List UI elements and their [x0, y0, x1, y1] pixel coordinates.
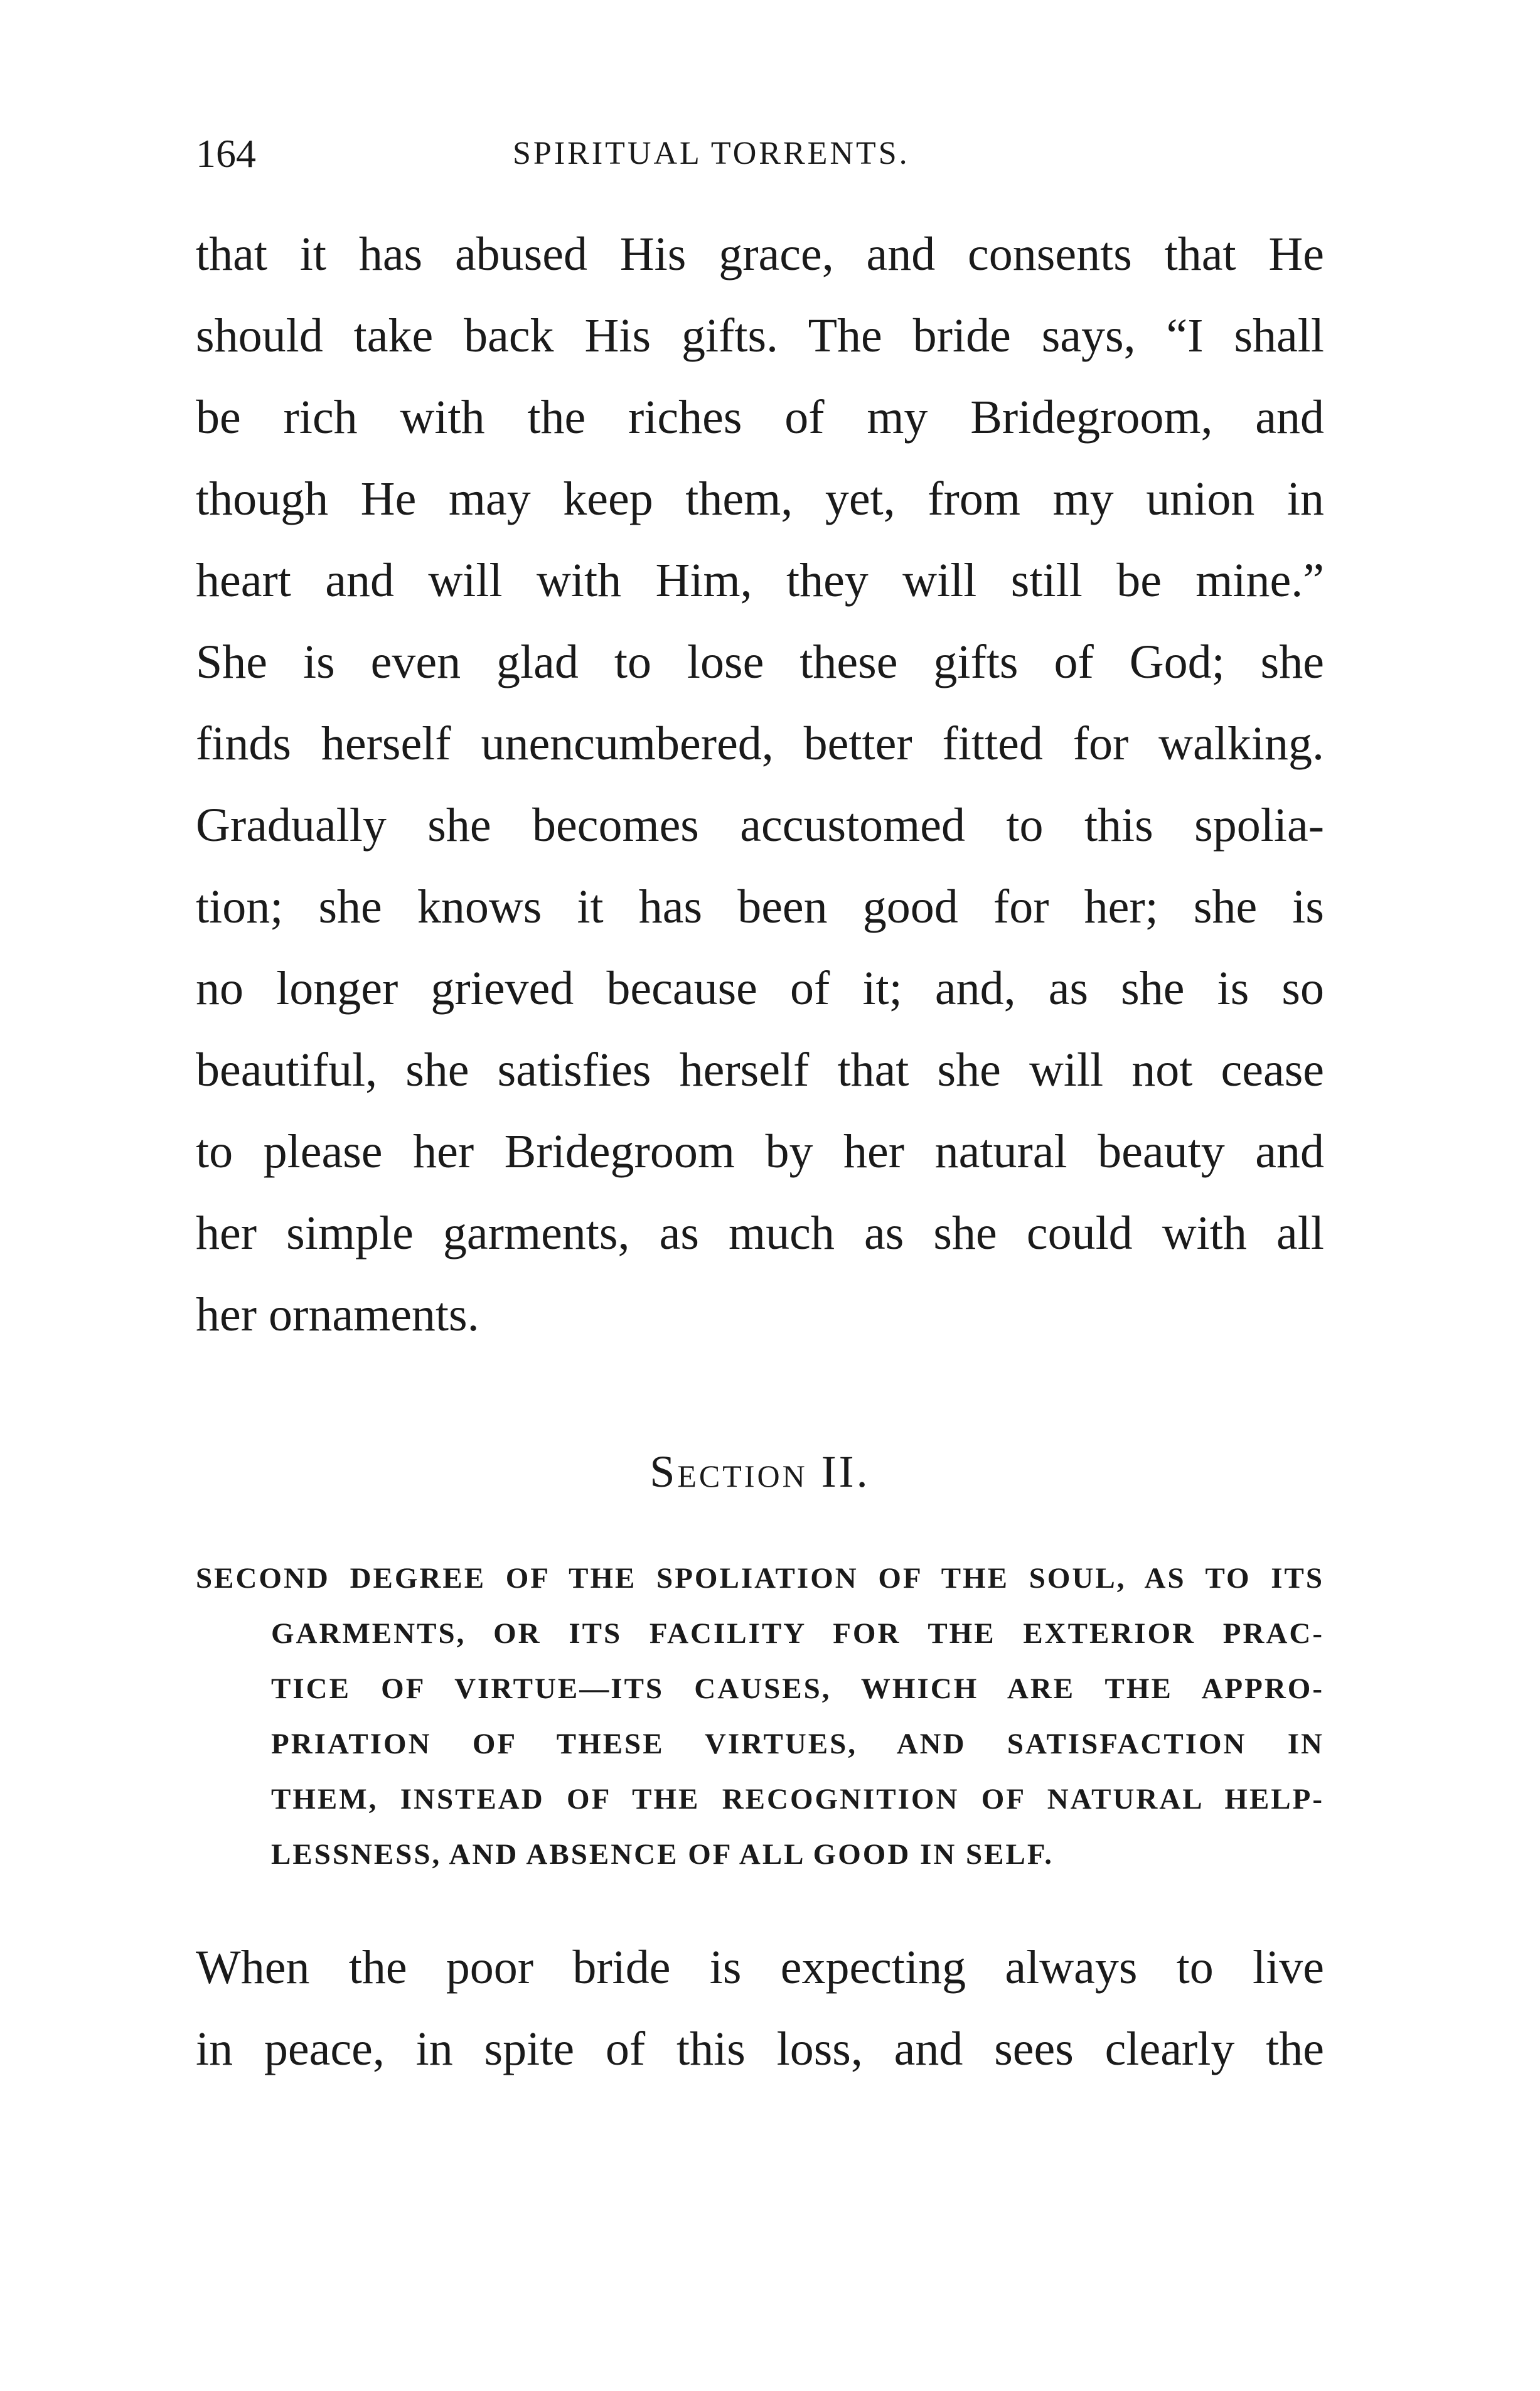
- text-line: that it has abused His grace, and consents that He: [196, 228, 1324, 281]
- text-line: When the poor bride is expecting always to live: [196, 1941, 1324, 1994]
- text-line: though He may keep them, yet, from my union in: [196, 473, 1324, 525]
- running-head: [196, 129, 1332, 179]
- text-line: heart and will with Him, they will still be mine.”: [196, 554, 1324, 607]
- text-line: to please her Bridegroom by her natural beauty and: [196, 1125, 1324, 1178]
- text-line: Gradually she becomes accustomed to this spolia-: [196, 799, 1324, 852]
- section-title: Section II.: [650, 1447, 870, 1497]
- summary-line: SECOND DEGREE OF THE SPOLIATION OF THE SOUL, AS TO ITS: [196, 1562, 1324, 1595]
- text-line: be rich with the riches of my Bridegroom, and: [196, 391, 1324, 444]
- summary-line: THEM, INSTEAD OF THE RECOGNITION OF NATURAL HELP-: [271, 1783, 1324, 1816]
- text-line: her ornaments.: [196, 1288, 479, 1341]
- text-line: She is even glad to lose these gifts of God; she: [196, 636, 1324, 688]
- summary-line: TICE OF VIRTUE—ITS CAUSES, WHICH ARE THE APPRO-: [271, 1672, 1324, 1705]
- text-line: tion; she knows it has been good for her; she is: [196, 880, 1324, 933]
- summary-line: GARMENTS, OR ITS FACILITY FOR THE EXTERIOR PRAC-: [271, 1617, 1324, 1650]
- text-line: beautiful, she satisfies herself that she will not cease: [196, 1044, 1324, 1096]
- summary-line: LESSNESS, AND ABSENCE OF ALL GOOD IN SELF.: [271, 1838, 1054, 1871]
- text-line: no longer grieved because of it; and, as she is so: [196, 962, 1324, 1015]
- running-title: SPIRITUAL TORRENTS.: [513, 136, 910, 171]
- text-line: should take back His gifts. The bride says, “I shall: [196, 309, 1324, 362]
- page-number: 164: [196, 131, 256, 176]
- summary-line: PRIATION OF THESE VIRTUES, AND SATISFACTION IN: [271, 1728, 1324, 1760]
- text-line: finds herself unencumbered, better fitted for walking.: [196, 717, 1324, 770]
- text-line: in peace, in spite of this loss, and sees clearly the: [196, 2023, 1324, 2075]
- text-line: her simple garments, as much as she could with all: [196, 1207, 1324, 1260]
